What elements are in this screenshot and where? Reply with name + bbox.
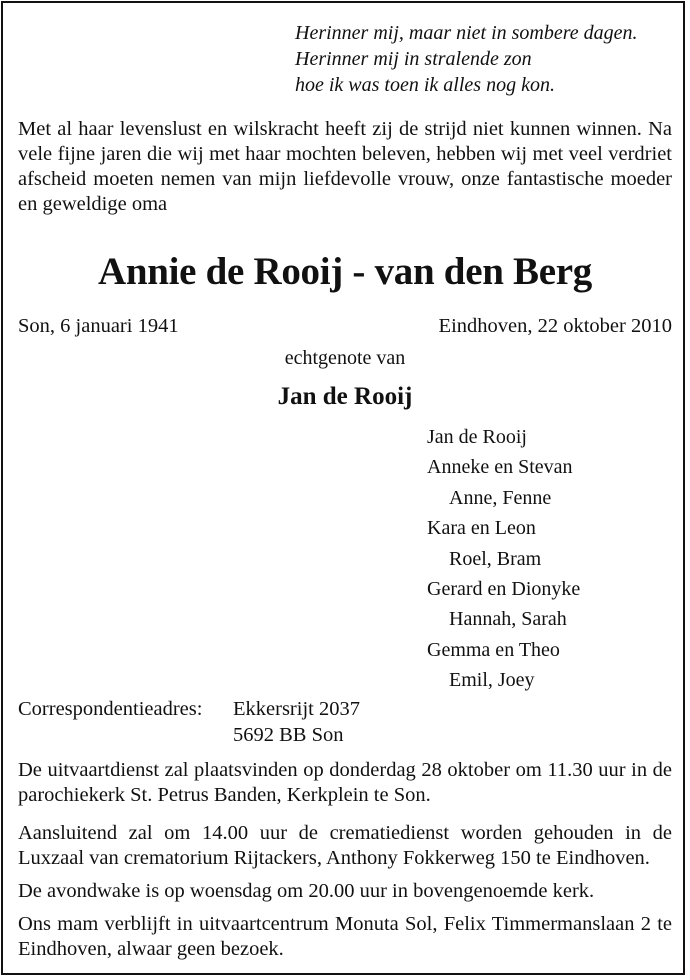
correspondence-label: Correspondentieadres:: [18, 698, 203, 720]
family-member: Gemma en Theo: [427, 638, 560, 661]
visitation-paragraph: Ons mam verblijft in uitvaartcentrum Monuta Sol, Felix Timmermanslaan 2 te Eindhoven, alwaar geen bezoek.: [18, 913, 672, 960]
birth-place-date: Son, 6 januari 1941: [18, 315, 179, 337]
family-member: Jan de Rooij: [427, 426, 527, 448]
poem-line: Herinner mij in stralende zon: [295, 48, 532, 70]
death-place-date: Eindhoven, 22 oktober 2010: [438, 315, 672, 337]
family-member: Gerard en Dionyke: [427, 578, 581, 601]
poem: [295, 20, 638, 98]
family-member: Anne, Fenne: [449, 486, 552, 509]
correspondence-postal: 5692 BB Son: [233, 724, 344, 746]
vigil-paragraph: De avondwake is op woensdag om 20.00 uur in bovengenoemde kerk.: [18, 880, 595, 902]
funeral-service-paragraph: De uitvaartdienst zal plaatsvinden op donderdag 28 oktober om 11.30 uur in de parochiekerk St. Petrus Banden, Kerkplein te Son.: [18, 759, 672, 806]
family-member: Emil, Joey: [449, 669, 535, 692]
cremation-paragraph: Aansluitend zal om 14.00 uur de crematiedienst worden gehouden in de Luxzaal van crematorium Rijtackers, Anthony Fokkerweg 150 te Eindhoven.: [18, 822, 672, 869]
family-member: Kara en Leon: [427, 517, 536, 540]
family-member: Roel, Bram: [449, 547, 542, 570]
family-member: Anneke en Stevan: [427, 456, 573, 479]
spouse-name: Jan de Rooij: [277, 383, 413, 410]
deceased-name: Annie de Rooij - van den Berg: [98, 250, 592, 293]
correspondence-address: [233, 696, 360, 748]
poem-line: hoe ik was toen ik alles nog kon.: [295, 74, 555, 96]
spouse-label: echtgenote van: [284, 347, 406, 369]
family-member: Hannah, Sarah: [449, 608, 567, 631]
poem-line: Herinner mij, maar niet in sombere dagen.: [295, 22, 638, 44]
correspondence-street: Ekkersrijt 2037: [233, 698, 360, 720]
family-list: [427, 422, 580, 696]
intro-paragraph: Met al haar levenslust en wilskracht heeft zij de strijd niet kunnen winnen. Na vele fijne jaren die wij met haar mochten beleven, hebben wij met veel verdriet afscheid moeten nemen van mijn liefdevolle vrouw, onze fantastische moeder en geweldige oma: [18, 118, 672, 215]
